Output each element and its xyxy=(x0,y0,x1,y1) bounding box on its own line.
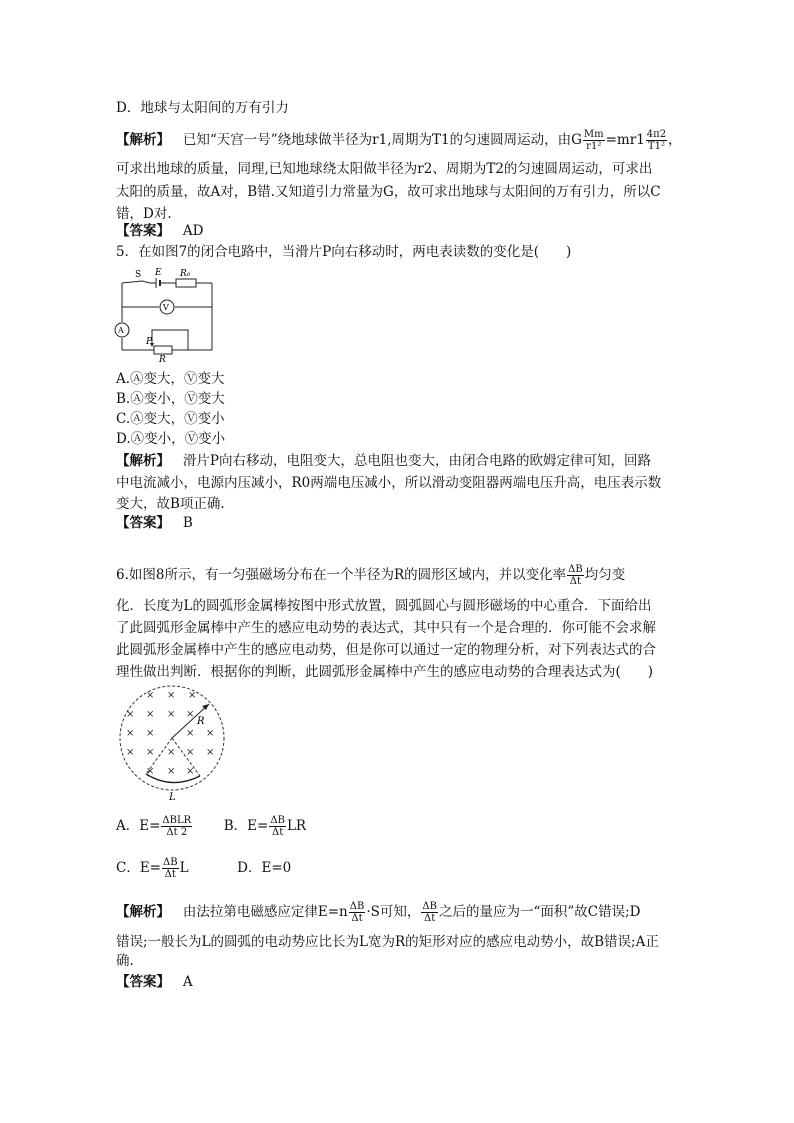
field-cross: × xyxy=(167,766,176,777)
field-cross: × xyxy=(146,747,155,758)
solution-q6-line3: 确. xyxy=(116,953,134,969)
field-cross: × xyxy=(146,766,155,777)
solution-q5-line3: 变大，故B项正确. xyxy=(116,496,225,512)
solution-q6-line2: 错误;一般长为L的圆弧的电动势应比长为L宽为R的矩形对应的感应电动势小，故B错误;A正 xyxy=(116,934,659,950)
solution-q4-line3: 太阳的质量，故A对，B错.又知道引力常量为G，故可求出地球与太阳间的万有引力，所以C xyxy=(116,184,661,200)
field-cross: × xyxy=(126,747,135,758)
field-cross: × xyxy=(146,709,155,720)
field-cross: × xyxy=(146,690,155,701)
arc-length-l-label: L xyxy=(169,792,176,802)
answer-q5: 【答案】 B xyxy=(116,515,193,531)
field-cross: × xyxy=(206,728,215,739)
solution-q6-line1: 【解析】 由法拉第电磁感应定律E=n $\frac{\Delta B}{\Delta t}$ ·S可知， $\frac{\Delta B}{\Delta t}$ 之后的量应为一“面积”故C错误;D xyxy=(116,901,641,924)
magnetic-field-figure-8 xyxy=(112,684,232,802)
circuit-figure-7 xyxy=(112,264,222,362)
question-6-line4: 此圆弧形金属棒中产生的感应电动势，但是你可以通过一定的物理分析，对下列表达式的合 xyxy=(116,642,656,658)
battery-e-label: E xyxy=(155,268,162,278)
question-5-stem: 5．在如图7的闭合电路中，当滑片P向右移动时，两电表读数的变化是( ) xyxy=(116,244,572,260)
field-cross: × xyxy=(188,690,197,701)
fraction-rate: $\frac{\Delta B}{\Delta t}$ xyxy=(568,564,583,587)
q5-option-a: A.Ⓐ变大，Ⓥ变大 xyxy=(116,371,225,387)
slider-p-label: P xyxy=(146,337,153,347)
q6-options-ab xyxy=(116,815,306,838)
field-cross: × xyxy=(186,709,195,720)
solution-tag: 【解析】 xyxy=(116,132,170,148)
field-cross: × xyxy=(167,709,176,720)
question-6-line3: 了此圆弧形金属棒中产生的感应电动势的表达式，其中只有一个是合理的．你可能不会求解 xyxy=(116,620,656,636)
field-cross: × xyxy=(167,747,176,758)
field-cross: × xyxy=(146,728,155,739)
field-cross: × xyxy=(126,709,135,720)
resistor-r0-label: R₀ xyxy=(180,269,191,279)
question-6-line2: 化．长度为L的圆弧形金属棒按图中形式放置，圆弧圆心与圆形磁场的中心重合．下面给出 xyxy=(116,598,652,614)
switch-s-label: S xyxy=(135,270,142,280)
q6-option-a: A．E= ΔBLR Δt 2 xyxy=(116,815,192,838)
question-6-line5: 理性做出判断．根据你的判断，此圆弧形金属棒中产生的感应电动势的合理表达式为( ) xyxy=(116,664,654,680)
radius-r-label: R xyxy=(197,716,205,727)
solution-q5-line1: 【解析】 滑片P向右移动，电阻变大，总电阻也变大，由闭合电路的欧姆定律可知，回路 xyxy=(116,453,651,469)
option-d-q4: D．地球与太阳间的万有引力 xyxy=(116,100,289,116)
q6-option-c: C．E= $\frac{\Delta B}{\Delta t}$ L xyxy=(116,857,189,880)
fraction-period: $\frac{4\pi 2}{\text{T1²}}$ xyxy=(646,129,667,152)
q6-option-d: D．E=0 xyxy=(237,860,292,876)
solution-q4-line1: 【解析】 已知“天宫一号”绕地球做半径为r1,周期为T1的匀速圆周运动，由G $\frac{Mm}{\text{r1²}}$ =mr1 $\frac{4\pi 2}{\text{T1²}}$ ， xyxy=(116,129,682,152)
field-cross: × xyxy=(186,728,195,739)
field-cross: × xyxy=(186,747,195,758)
ammeter-icon: A xyxy=(118,326,124,335)
field-cross: × xyxy=(186,766,195,777)
field-cross: × xyxy=(126,728,135,739)
fraction-gravity: $\frac{Mm}{\text{r1²}}$ xyxy=(583,129,604,152)
q5-option-c: C.Ⓐ变大，Ⓥ变小 xyxy=(116,411,225,427)
question-6-line1: 6.如图8所示，有一匀强磁场分布在一个半径为R的圆形区域内，并以变化率 $\frac{\Delta B}{\Delta t}$ 均匀变 xyxy=(116,564,626,587)
voltmeter-icon: V xyxy=(163,303,169,312)
answer-q6: 【答案】 A xyxy=(116,974,193,990)
q6-option-b: B．E= $\frac{\Delta B}{\Delta t}$ LR xyxy=(223,815,307,838)
q5-option-b: B.Ⓐ变小，Ⓥ变大 xyxy=(116,391,225,407)
solution-q5-line2: 中电流减小，电源内压减小，R0两端电压减小，所以滑动变阻器两端电压升高，电压表示数 xyxy=(116,475,662,491)
solution-q4-line4: 错，D对. xyxy=(116,206,172,222)
solution-q4-line2: 可求出地球的质量，同理,已知地球绕太阳做半径为r2、周期为T2的匀速圆周运动，可求出 xyxy=(116,161,653,177)
q6-options-cd xyxy=(116,857,291,880)
answer-q4: 【答案】 AD xyxy=(116,223,204,239)
field-cross: × xyxy=(167,690,176,701)
field-cross: × xyxy=(206,747,215,758)
q5-option-d: D.Ⓐ变小，Ⓥ变小 xyxy=(116,431,226,447)
rheostat-r-label: R xyxy=(159,355,166,362)
